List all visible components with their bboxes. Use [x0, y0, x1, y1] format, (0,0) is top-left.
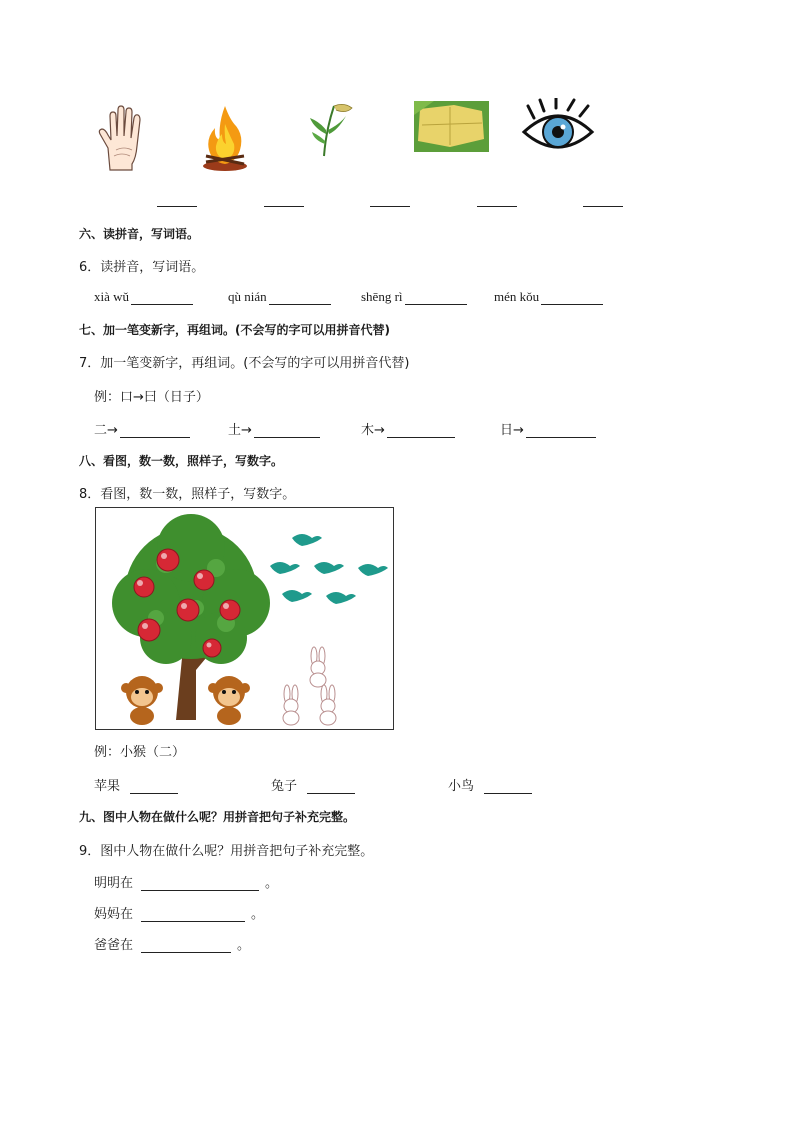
pinyin-text: xià wǔ: [94, 289, 130, 304]
apple: [157, 549, 179, 571]
pinyin-answer-blank[interactable]: [269, 290, 331, 305]
sentence-line-1: [94, 872, 278, 891]
field-icon: [414, 101, 489, 152]
bird: [292, 534, 322, 546]
rabbits: [283, 647, 336, 725]
pinyin-answer-blank[interactable]: [131, 290, 193, 305]
apple: [177, 599, 199, 621]
seedling-picture: [306, 100, 356, 158]
field-picture: [414, 101, 489, 152]
char-prompt: 日→: [500, 423, 524, 438]
count-label: 兔子: [271, 779, 298, 794]
sentence-end: 。: [251, 907, 265, 922]
count-item-3: [448, 775, 532, 794]
rabbit: [310, 647, 326, 687]
count-label: 小鸟: [448, 779, 475, 794]
picture-answer-blank-4[interactable]: [477, 206, 517, 207]
pinyin-answer-blank[interactable]: [405, 290, 467, 305]
char-answer-blank[interactable]: [254, 423, 320, 438]
monkey: [208, 676, 250, 725]
eye-icon: [520, 98, 596, 158]
sentence-answer-blank[interactable]: [141, 876, 259, 891]
apple: [203, 639, 221, 657]
char-answer-blank[interactable]: [120, 423, 190, 438]
sentence-label: 爸爸在: [94, 938, 134, 953]
section-6-heading: 六、读拼音，写词语。: [79, 227, 200, 241]
count-answer-blank[interactable]: [484, 779, 532, 794]
char-prompt: 土→: [228, 423, 252, 438]
sentence-answer-blank[interactable]: [141, 938, 231, 953]
seedling-icon: [306, 100, 356, 158]
question-9: 9．图中人物在做什么呢？用拼音把句子补充完整。: [79, 844, 374, 859]
question-6: 6．读拼音，写词语。: [79, 260, 205, 275]
char-item-2: [228, 419, 320, 438]
birds: [270, 534, 388, 604]
pinyin-item-2: [228, 289, 331, 305]
char-prompt: 木→: [361, 423, 385, 438]
char-prompt: 二→: [94, 423, 118, 438]
picture-answer-blank-1[interactable]: [157, 206, 197, 207]
apple: [138, 619, 160, 641]
bird: [282, 590, 312, 602]
pinyin-item-1: [94, 289, 193, 305]
apple: [194, 570, 214, 590]
bird: [326, 592, 356, 604]
sentence-end: 。: [265, 876, 279, 891]
char-item-4: [500, 419, 596, 438]
pinyin-item-4: [494, 289, 603, 305]
bird: [358, 564, 388, 576]
char-item-1: [94, 419, 190, 438]
count-item-1: [94, 775, 178, 794]
apple: [134, 577, 154, 597]
monkey: [121, 676, 163, 725]
pinyin-text: qù nián: [228, 289, 267, 304]
counting-scene: [96, 508, 393, 729]
char-answer-blank[interactable]: [387, 423, 455, 438]
section-7-heading: 七、加一笔变新字，再组词。(不会写的字可以用拼音代替): [79, 323, 390, 337]
picture-answer-blank-2[interactable]: [264, 206, 304, 207]
count-item-2: [271, 775, 355, 794]
rabbit: [320, 685, 336, 725]
apple: [220, 600, 240, 620]
picture-answer-blank-5[interactable]: [583, 206, 623, 207]
count-label: 苹果: [94, 779, 121, 794]
question-8: 8．看图，数一数，照样子，写数字。: [79, 487, 296, 502]
bird: [314, 562, 344, 574]
sentence-line-2: [94, 903, 264, 922]
char-answer-blank[interactable]: [526, 423, 596, 438]
char-item-3: [361, 419, 455, 438]
picture-answer-blank-3[interactable]: [370, 206, 410, 207]
fire-picture: [200, 104, 250, 172]
pinyin-item-3: [361, 289, 467, 305]
example-7: 例：口→曰（日子）: [94, 390, 209, 405]
count-answer-blank[interactable]: [130, 779, 178, 794]
count-answer-blank[interactable]: [307, 779, 355, 794]
sentence-line-3: [94, 934, 250, 953]
hand-picture: [96, 104, 148, 172]
pinyin-text: shēng rì: [361, 289, 403, 304]
sentence-label: 妈妈在: [94, 907, 134, 922]
bird: [270, 562, 300, 574]
sentence-end: 。: [237, 938, 251, 953]
sentence-answer-blank[interactable]: [141, 907, 245, 922]
rabbit: [283, 685, 299, 725]
counting-picture: [95, 507, 394, 730]
pinyin-text: mén kǒu: [494, 289, 540, 304]
fire-icon: [200, 104, 250, 172]
example-8: 例：小猴（二）: [94, 745, 186, 760]
hand-icon: [96, 104, 148, 172]
eye-picture: [520, 98, 596, 158]
question-7: 7．加一笔变新字，再组词。(不会写的字可以用拼音代替): [79, 356, 410, 371]
pinyin-answer-blank[interactable]: [541, 290, 603, 305]
section-8-heading: 八、看图，数一数，照样子，写数字。: [79, 454, 284, 468]
section-9-heading: 九、图中人物在做什么呢？用拼音把句子补充完整。: [79, 810, 356, 824]
sentence-label: 明明在: [94, 876, 134, 891]
